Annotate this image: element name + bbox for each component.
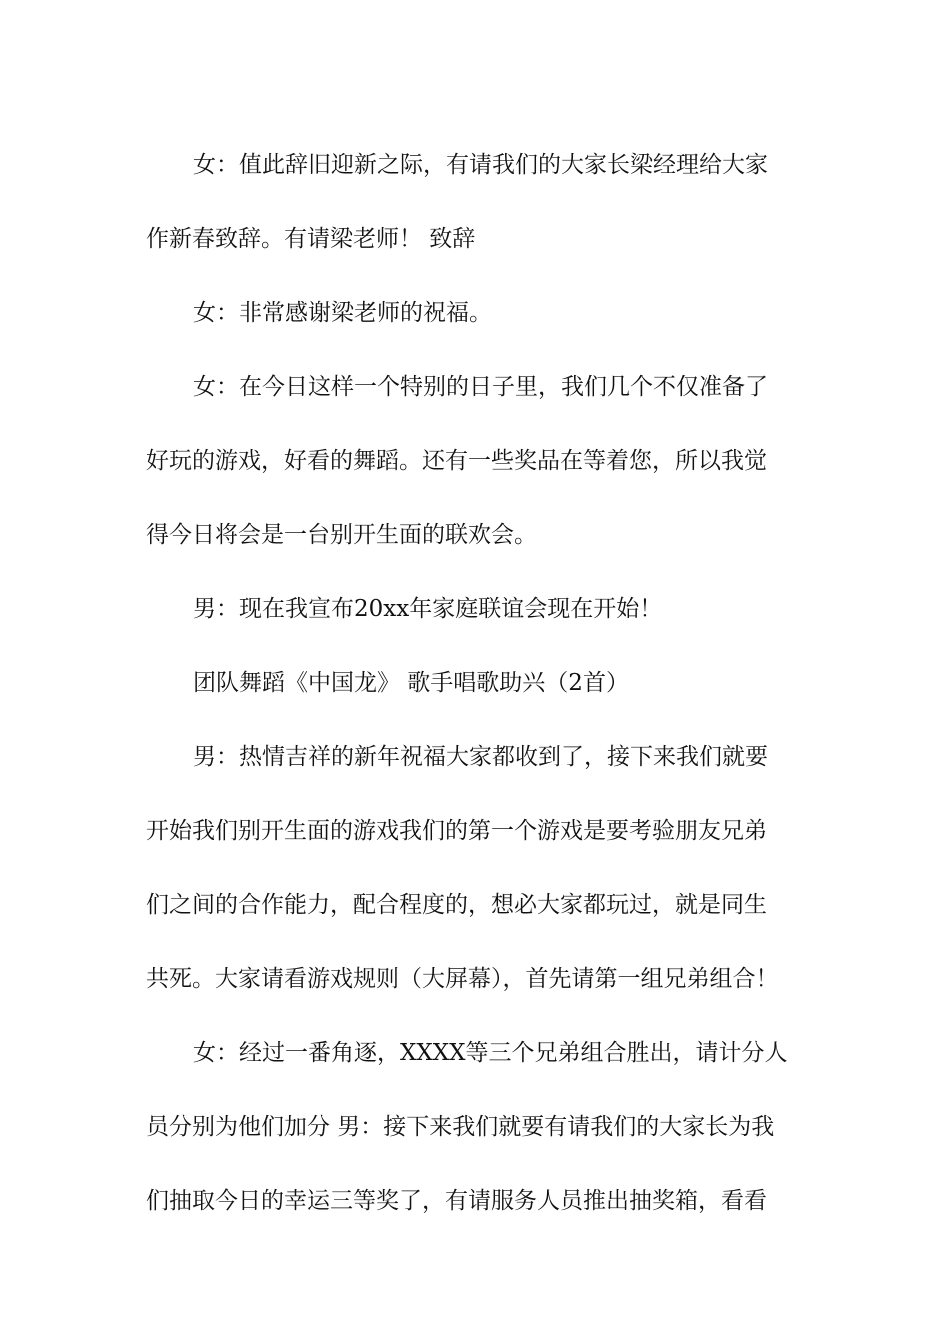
paragraph-line: 得今日将会是一台别开生面的联欢会。 [146,522,537,548]
paragraph-line: 女：经过一番角逐，XXXX等三个兄弟组合胜出，请计分人 [193,1040,788,1066]
paragraph-line: 们抽取今日的幸运三等奖了，有请服务人员推出抽奖箱，看看 [146,1188,767,1214]
paragraph-line: 好玩的游戏，好看的舞蹈。还有一些奖品在等着您，所以我觉 [146,448,767,474]
paragraph-line: 女：在今日这样一个特别的日子里，我们几个不仅准备了 [193,374,768,400]
paragraph-line: 们之间的合作能力，配合程度的，想必大家都玩过，就是同生 [146,892,767,918]
paragraph-line: 共死。大家请看游戏规则（大屏幕），首先请第一组兄弟组合！ [146,966,779,992]
document-body [146,128,810,1238]
paragraph-line: 女：值此辞旧迎新之际，有请我们的大家长梁经理给大家 [193,152,768,178]
paragraph-line: 员分别为他们加分 男：接下来我们就要有请我们的大家长为我 [146,1114,775,1140]
paragraph-line: 团队舞蹈《中国龙》 歌手唱歌助兴（2首） [193,670,629,696]
paragraph-line: 开始我们别开生面的游戏我们的第一个游戏是要考验朋友兄弟 [146,818,767,844]
paragraph-line: 男：热情吉祥的新年祝福大家都收到了，接下来我们就要 [193,744,768,770]
paragraph-line: 男：现在我宣布20xx年家庭联谊会现在开始！ [193,596,663,622]
paragraph-line: 女：非常感谢梁老师的祝福。 [193,300,492,326]
paragraph-line: 作新春致辞。有请梁老师！ 致辞 [146,226,476,252]
